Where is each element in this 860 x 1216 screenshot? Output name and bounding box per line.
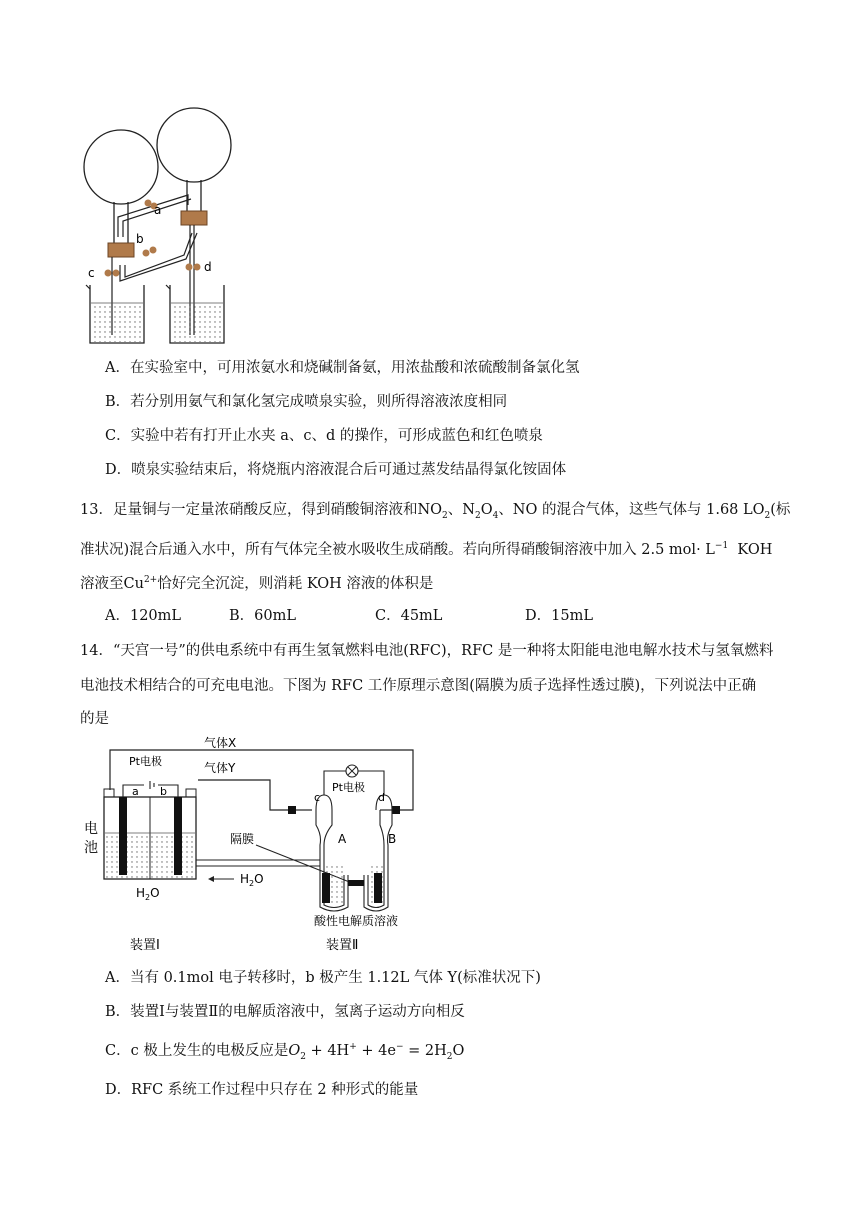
q13-option-d: D．15mL xyxy=(525,608,593,624)
gas-x-label: 气体X xyxy=(204,736,237,750)
device-1-label: 装置Ⅰ xyxy=(130,938,160,953)
q14-option-b: B．装置Ⅰ与装置Ⅱ的电解质溶液中，氢离子运动方向相反 xyxy=(105,1004,465,1020)
water-arrow-label: $H_2O$ xyxy=(240,872,264,888)
tube-b-label: B xyxy=(388,832,397,846)
membrane-label: 隔膜 xyxy=(230,832,255,846)
q12-option-d: D．喷泉实验结束后，将烧瓶内溶液混合后可通过蒸发结晶得氯化铵固体 xyxy=(105,462,567,478)
electrolyte-label: 酸性电解质溶液 xyxy=(314,914,399,928)
fountain-apparatus-figure xyxy=(78,105,238,350)
water-in-cell-label: $H_2O$ xyxy=(136,886,160,902)
rfc-diagram xyxy=(80,735,420,957)
electrode-b-label: b xyxy=(160,785,167,798)
q12-option-b: B．若分别用氨气和氯化氢完成喷泉实验，则所得溶液浓度相同 xyxy=(105,394,508,410)
label-a: a xyxy=(154,203,162,217)
q12-option-a: A．在实验室中，可用浓氨水和烧碱制备氨，用浓盐酸和浓硫酸制备氯化氢 xyxy=(105,360,580,376)
device-2-label: 装置Ⅱ xyxy=(326,938,359,953)
q14-option-a: A．当有 0.1mol 电子转移时，b 极产生 1.12L 气体 Y(标准状况下) xyxy=(105,970,541,986)
q13-line-1: 13．足量铜与一定量浓硝酸反应，得到硝酸铜溶液和$NO_2$、$N_2O_4$、NO 的混合气体，这些气体与 1.68 $LO_2$(标 xyxy=(80,502,791,521)
q13-line-3: 溶液至$Cu^{2+}$恰好完全沉淀，则消耗 KOH 溶液的体积是 xyxy=(80,575,434,592)
pt-electrode-right-label: Pt电极 xyxy=(332,781,365,794)
electrode-c-label: c xyxy=(314,791,321,804)
pt-electrode-left-label: Pt电极 xyxy=(129,755,162,768)
q12-option-c: C．实验中若有打开止水夹 a、c、d 的操作，可形成蓝色和红色喷泉 xyxy=(105,428,543,444)
battery-label-1: 电 xyxy=(84,821,98,837)
label-b: b xyxy=(136,232,144,246)
electrode-d-label: d xyxy=(378,791,385,804)
q14-line-1: 14．“天宫一号”的供电系统中有再生氢氧燃料电池(RFC)，RFC 是一种将太阳能电池电解水技术与氢氧燃料 xyxy=(80,643,774,659)
gas-y-label: 气体Y xyxy=(204,761,236,775)
battery-label-2: 池 xyxy=(84,840,98,856)
q14-option-c: C．c 极上发生的电极反应是$O_2 + 4H^+ + 4e^- = 2H_2O$ xyxy=(105,1042,465,1062)
electrode-a-label: a xyxy=(132,785,139,798)
q13-option-b: B．60mL xyxy=(229,608,296,624)
q14-line-2: 电池技术相结合的可充电电池。下图为 RFC 工作原理示意图(隔膜为质子选择性透过膜)，下列说法中正确 xyxy=(80,678,757,694)
q14-line-3: 的是 xyxy=(80,711,109,727)
q14-option-d: D．RFC 系统工作过程中只存在 2 种形式的能量 xyxy=(105,1082,419,1098)
tube-a-label: A xyxy=(338,832,347,846)
label-d: d xyxy=(204,260,212,274)
q13-option-c: C．45mL xyxy=(375,608,443,624)
q13-line-2: 准状况)混合后通入水中，所有气体完全被水吸收生成硝酸。若向所得硝酸铜溶液中加入 2.5 $mol\cdot L^{-1}$ KOH xyxy=(80,541,773,558)
label-c: c xyxy=(88,266,95,280)
q13-option-a: A．120mL xyxy=(105,608,182,624)
